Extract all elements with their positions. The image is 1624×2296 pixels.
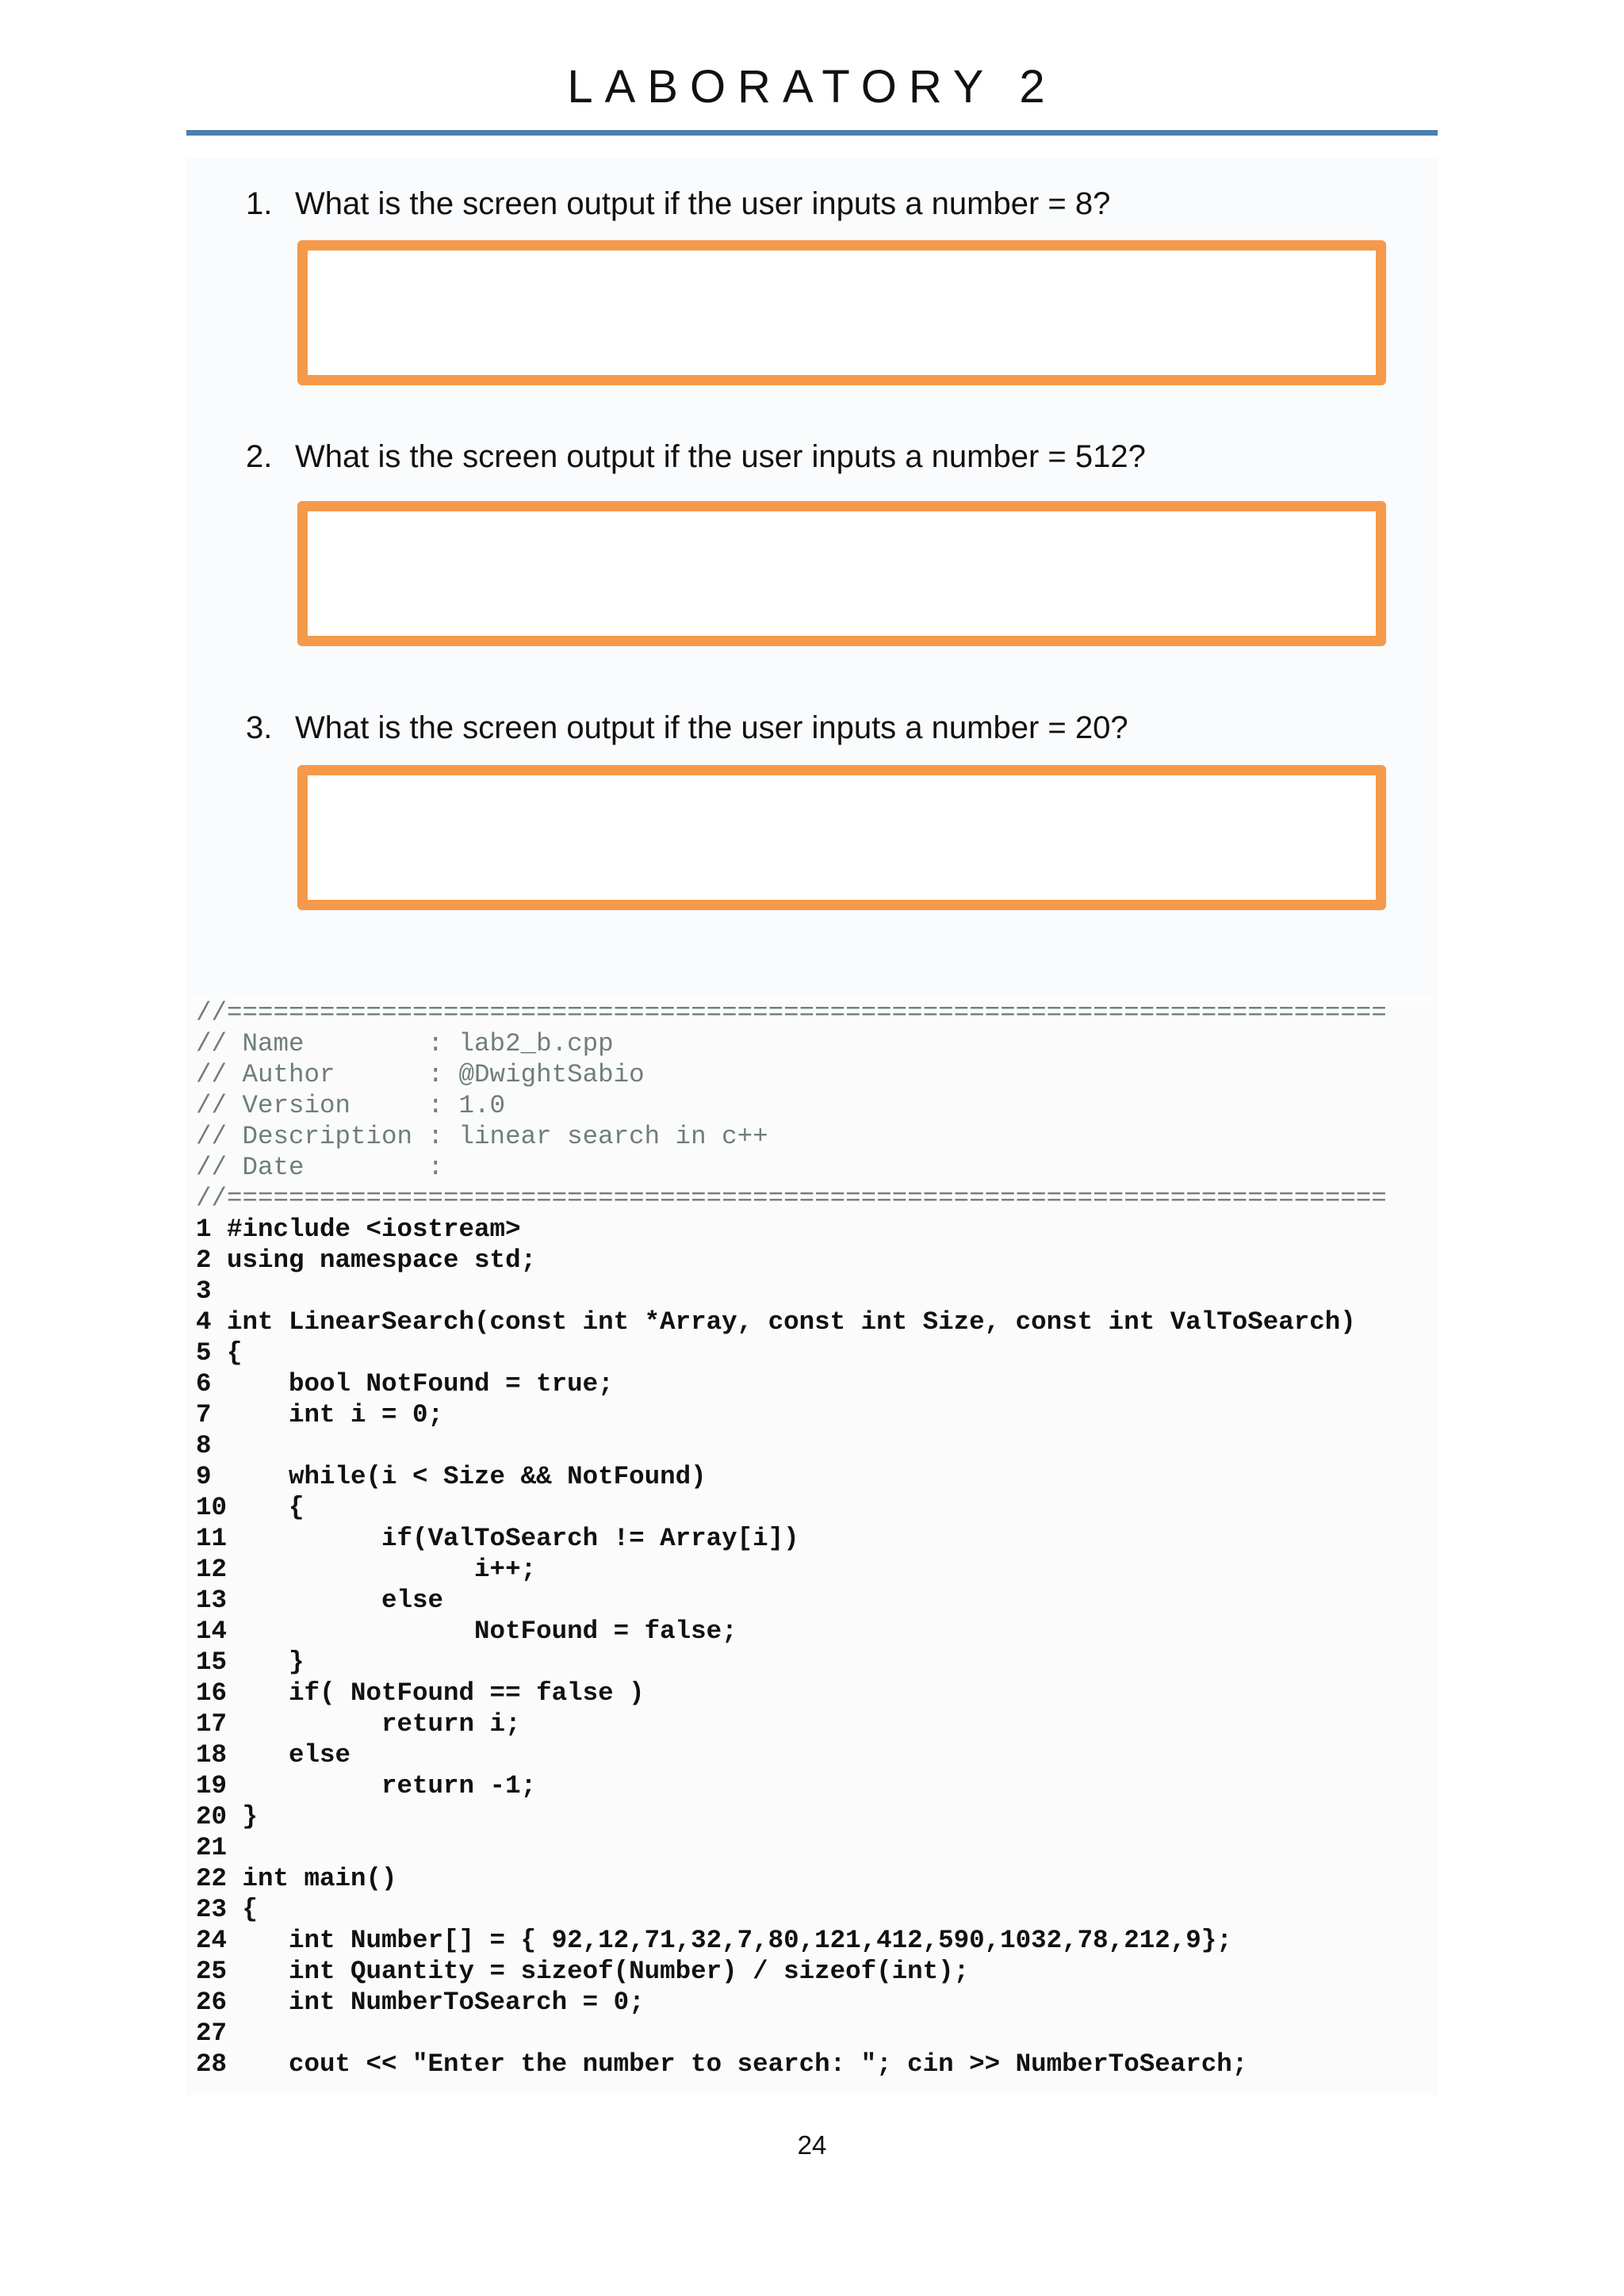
- code-line: 18 else: [196, 1740, 351, 1770]
- code-comment: //===========================================================================: [196, 998, 1387, 1027]
- code-line: 23 {: [196, 1895, 259, 1924]
- code-line: 27: [196, 2019, 228, 2048]
- code-line: 20 }: [196, 1802, 259, 1831]
- code-line: 5 {: [196, 1338, 243, 1368]
- question-1: [246, 184, 1110, 224]
- question-number: 3.: [246, 710, 273, 745]
- question-3: [246, 708, 1128, 748]
- question-text: What is the screen output if the user inputs a number = 512?: [295, 439, 1146, 474]
- code-line: 28 cout << "Enter the number to search: "; cin >> NumberToSearch;: [196, 2049, 1248, 2079]
- question-text: What is the screen output if the user inputs a number = 20?: [295, 710, 1128, 745]
- question-text: What is the screen output if the user inputs a number = 8?: [295, 186, 1111, 221]
- code-line: 26 int NumberToSearch = 0;: [196, 1988, 645, 2017]
- question-2: [246, 437, 1146, 476]
- code-comment: // Author : @DwightSabio: [196, 1060, 645, 1089]
- question-number: 1.: [246, 186, 273, 221]
- code-line: 11 if(ValToSearch != Array[i]): [196, 1524, 799, 1553]
- code-line: 21: [196, 1833, 228, 1862]
- code-line: 8: [196, 1431, 212, 1460]
- page-title: LABORATORY 2: [567, 61, 1057, 113]
- code-line: 13 else: [196, 1586, 444, 1615]
- answer-box-1[interactable]: [297, 240, 1386, 385]
- question-number: 2.: [246, 439, 273, 474]
- code-listing: [196, 997, 1387, 2080]
- code-line: 4 int LinearSearch(const int *Array, const int Size, const int ValToSearch): [196, 1307, 1356, 1337]
- code-line: 19 return -1;: [196, 1771, 537, 1800]
- code-line: 9 while(i < Size && NotFound): [196, 1462, 707, 1491]
- answer-box-2[interactable]: [297, 501, 1386, 646]
- answer-box-3[interactable]: [297, 765, 1386, 910]
- code-line: 17 return i;: [196, 1709, 521, 1739]
- code-comment: // Version : 1.0: [196, 1091, 506, 1120]
- page-number: 24: [797, 2130, 827, 2160]
- code-comment: // Date :: [196, 1153, 444, 1182]
- code-line: 3: [196, 1276, 212, 1306]
- code-line: 22 int main(): [196, 1864, 397, 1893]
- code-comment: // Description : linear search in c++: [196, 1122, 768, 1151]
- code-line: 6 bool NotFound = true;: [196, 1369, 614, 1399]
- code-line: 12 i++;: [196, 1555, 537, 1584]
- header-divider: [186, 130, 1438, 136]
- code-line: 24 int Number[] = { 92,12,71,32,7,80,121,412,590,1032,78,212,9};: [196, 1926, 1232, 1955]
- code-line: 15 }: [196, 1647, 304, 1677]
- code-comment: //===========================================================================: [196, 1184, 1387, 1213]
- code-line: 10 {: [196, 1493, 304, 1522]
- code-line: 16 if( NotFound == false ): [196, 1678, 645, 1708]
- code-line: 7 int i = 0;: [196, 1400, 444, 1429]
- code-line: 2 using namespace std;: [196, 1246, 537, 1275]
- code-line: 1 #include <iostream>: [196, 1215, 521, 1244]
- code-line: 14 NotFound = false;: [196, 1617, 737, 1646]
- code-comment: // Name : lab2_b.cpp: [196, 1029, 614, 1058]
- code-line: 25 int Quantity = sizeof(Number) / sizeof(int);: [196, 1957, 970, 1986]
